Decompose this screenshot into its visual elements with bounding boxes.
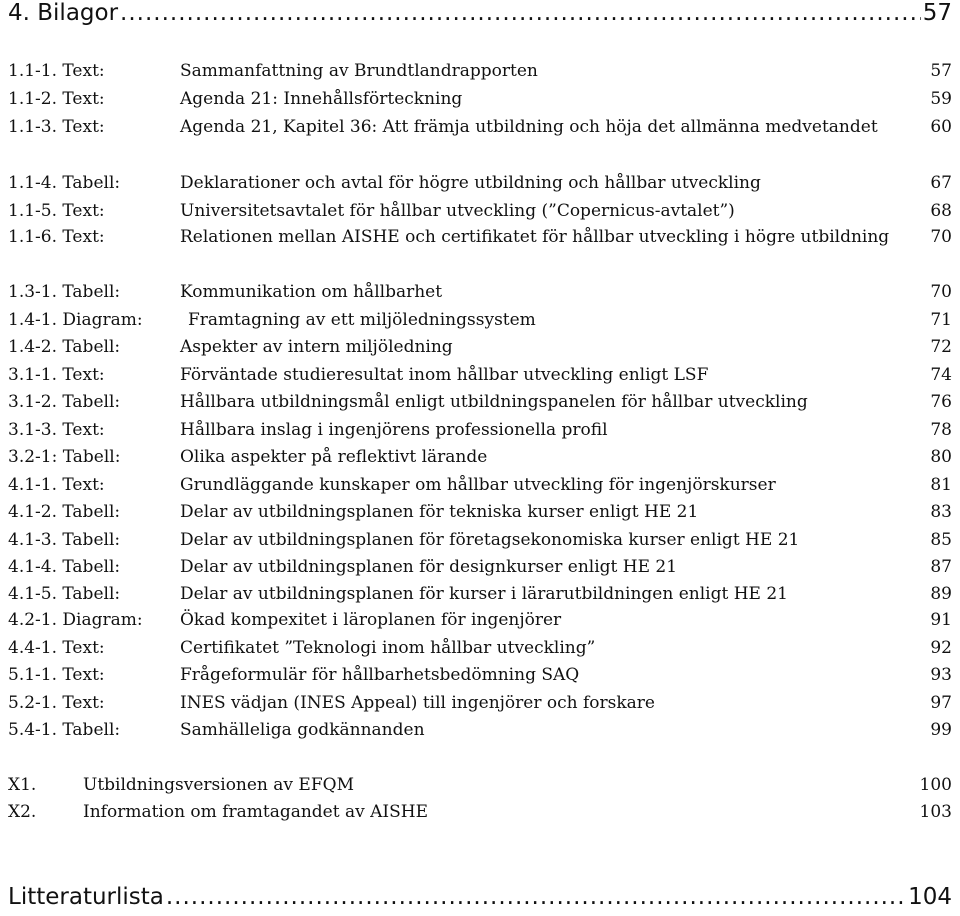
heading-title: 4. Bilagor (8, 0, 119, 26)
entry-title: Framtagning av ett miljöledningssystem (188, 310, 536, 330)
entry-page: 81 (930, 475, 952, 495)
entry-page: 99 (930, 720, 952, 740)
entry-code: 5.2-1. Text: (8, 693, 105, 713)
entry-page: 103 (919, 802, 952, 822)
entry-code: 1.3-1. Tabell: (8, 282, 121, 302)
entry-code: 4.1-4. Tabell: (8, 557, 121, 577)
entry-code: 5.1-1. Text: (8, 665, 105, 685)
entry-title: Utbildningsversionen av EFQM (83, 775, 354, 795)
entry-code: 1.1-5. Text: (8, 201, 105, 221)
entry-title: Information om framtagandet av AISHE (83, 802, 428, 822)
entry-title: Delar av utbildningsplanen för tekniska kurser enligt HE 21 (180, 502, 699, 522)
entry-code: 1.1-4. Tabell: (8, 173, 121, 193)
entry-page: 83 (930, 502, 952, 522)
entry-code: 3.1-3. Text: (8, 420, 105, 440)
entry-code: X1. (8, 775, 37, 795)
entry-title: Delar av utbildningsplanen för företagsekonomiska kurser enligt HE 21 (180, 530, 800, 550)
entry-code: 1.1-1. Text: (8, 61, 105, 81)
entry-title: Kommunikation om hållbarhet (180, 282, 443, 302)
entry-title: Certifikatet ”Teknologi inom hållbar utveckling” (180, 638, 596, 658)
entry-code: 4.4-1. Text: (8, 638, 105, 658)
toc-heading-bilagor[interactable] (8, 0, 952, 26)
toc-entry[interactable] (8, 334, 952, 360)
toc-entry-appendix[interactable] (8, 772, 952, 798)
entry-page: 89 (930, 584, 952, 604)
toc-entry[interactable] (8, 690, 952, 716)
entry-title: Agenda 21, Kapitel 36: Att främja utbildning och höja det allmänna medvetandet (180, 117, 878, 137)
entry-page: 59 (930, 89, 952, 109)
entry-page: 85 (930, 530, 952, 550)
dot-leader (120, 0, 921, 26)
entry-title: Samhälleliga godkännanden (180, 720, 425, 740)
entry-page: 91 (930, 610, 952, 630)
entry-page: 92 (930, 638, 952, 658)
entry-code: 1.1-6. Text: (8, 227, 105, 247)
toc-entry[interactable] (8, 717, 952, 743)
entry-title: Frågeformulär för hållbarhetsbedömning SAQ (180, 665, 580, 685)
toc-entry[interactable] (8, 472, 952, 498)
toc-entry[interactable] (8, 58, 952, 84)
entry-code: 4.1-2. Tabell: (8, 502, 121, 522)
toc-entry[interactable] (8, 499, 952, 525)
entry-title: Aspekter av intern miljöledning (180, 337, 453, 357)
entry-code: 4.1-5. Tabell: (8, 584, 121, 604)
heading-page: 104 (908, 884, 952, 910)
entry-page: 78 (930, 420, 952, 440)
entry-code: 3.2-1: Tabell: (8, 447, 121, 467)
entry-page: 70 (930, 282, 952, 302)
entry-title: Delar av utbildningsplanen för designkurser enligt HE 21 (180, 557, 678, 577)
toc-entry[interactable] (8, 279, 952, 305)
toc-entry[interactable] (8, 444, 952, 470)
entry-code: 4.2-1. Diagram: (8, 610, 143, 630)
entry-page: 74 (930, 365, 952, 385)
entry-title: Förväntade studieresultat inom hållbar utveckling enligt LSF (180, 365, 709, 385)
entry-page: 80 (930, 447, 952, 467)
toc-entry[interactable] (8, 114, 952, 140)
entry-code: 1.4-1. Diagram: (8, 310, 143, 330)
toc-entry[interactable] (8, 635, 952, 661)
toc-entry[interactable] (8, 198, 952, 224)
toc-entry[interactable] (8, 307, 952, 333)
dot-leader (166, 884, 906, 910)
entry-page: 100 (919, 775, 952, 795)
entry-title: Hållbara utbildningsmål enligt utbildningspanelen för hållbar utveckling (180, 392, 808, 412)
entry-code: X2. (8, 802, 37, 822)
toc-entry[interactable] (8, 417, 952, 443)
toc-entry[interactable] (8, 224, 952, 250)
entry-title: Sammanfattning av Brundtlandrapporten (180, 61, 538, 81)
entry-page: 93 (930, 665, 952, 685)
entry-title: Ökad kompexitet i läroplanen för ingenjörer (180, 610, 562, 630)
toc-entry[interactable] (8, 362, 952, 388)
entry-page: 60 (930, 117, 952, 137)
toc-entry[interactable] (8, 389, 952, 415)
entry-code: 4.1-1. Text: (8, 475, 105, 495)
entry-title: Universitetsavtalet för hållbar utveckling (”Copernicus-avtalet”) (180, 201, 735, 221)
entry-code: 1.1-2. Text: (8, 89, 105, 109)
toc-entry[interactable] (8, 581, 952, 607)
toc-entry-appendix[interactable] (8, 799, 952, 825)
toc-entry[interactable] (8, 86, 952, 112)
entry-code: 4.1-3. Tabell: (8, 530, 121, 550)
toc-entry[interactable] (8, 662, 952, 688)
toc-heading-litteraturlista[interactable] (8, 884, 952, 910)
heading-page: 57 (922, 0, 952, 26)
entry-title: Relationen mellan AISHE och certifikatet för hållbar utveckling i högre utbildning (180, 227, 890, 247)
entry-title: Deklarationer och avtal för högre utbildning och hållbar utveckling (180, 173, 761, 193)
entry-page: 72 (930, 337, 952, 357)
entry-page: 57 (930, 61, 952, 81)
entry-code: 3.1-1. Text: (8, 365, 105, 385)
entry-title: Agenda 21: Innehållsförteckning (180, 89, 463, 109)
entry-title: Delar av utbildningsplanen för kurser i lärarutbildningen enligt HE 21 (180, 584, 788, 604)
entry-code: 3.1-2. Tabell: (8, 392, 121, 412)
entry-title: INES vädjan (INES Appeal) till ingenjörer och forskare (180, 693, 655, 713)
toc-entry[interactable] (8, 170, 952, 196)
entry-page: 70 (930, 227, 952, 247)
entry-title: Hållbara inslag i ingenjörens professionella profil (180, 420, 608, 440)
entry-code: 5.4-1. Tabell: (8, 720, 121, 740)
entry-page: 71 (930, 310, 952, 330)
entry-title: Olika aspekter på reflektivt lärande (180, 447, 488, 467)
entry-page: 87 (930, 557, 952, 577)
entry-page: 67 (930, 173, 952, 193)
toc-entry[interactable] (8, 527, 952, 553)
entry-code: 1.4-2. Tabell: (8, 337, 121, 357)
heading-title: Litteraturlista (8, 884, 164, 910)
entry-page: 68 (930, 201, 952, 221)
entry-page: 76 (930, 392, 952, 412)
toc-entry[interactable] (8, 607, 952, 633)
entry-page: 97 (930, 693, 952, 713)
toc-entry[interactable] (8, 554, 952, 580)
entry-code: 1.1-3. Text: (8, 117, 105, 137)
entry-title: Grundläggande kunskaper om hållbar utveckling för ingenjörskurser (180, 475, 776, 495)
